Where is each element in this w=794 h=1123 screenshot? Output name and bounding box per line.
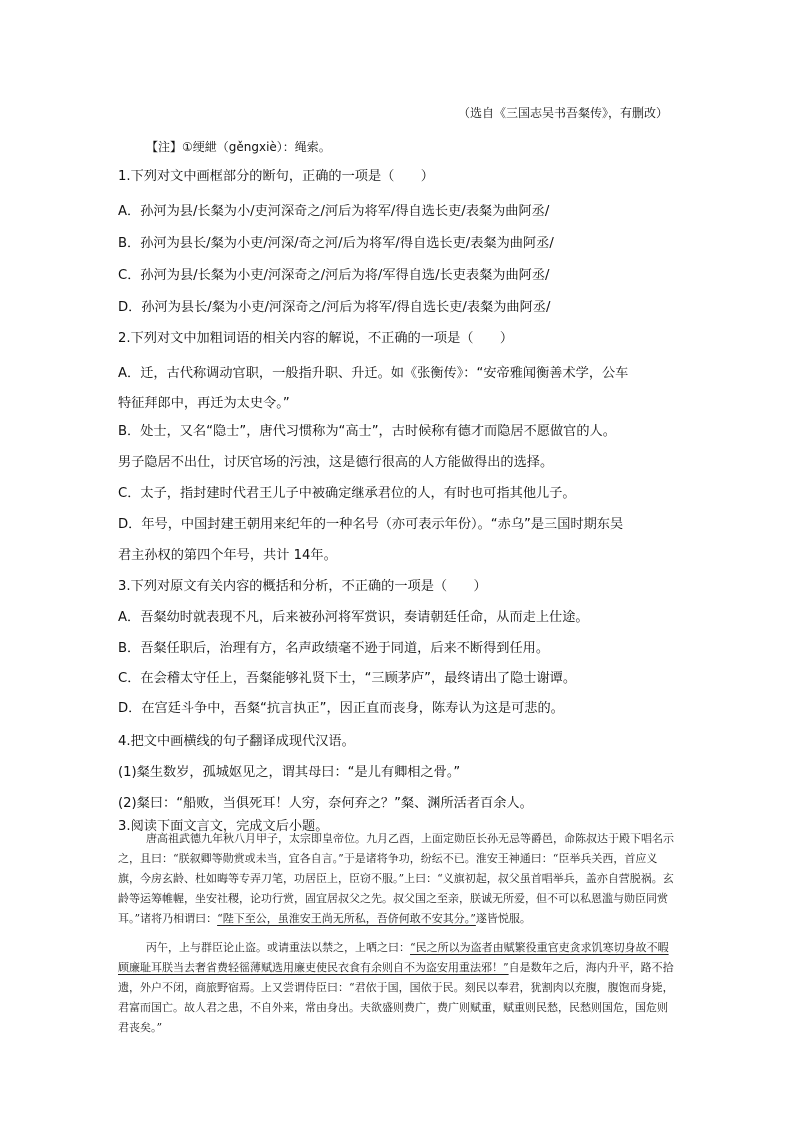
q2-option-a: A．迁，古代称调动官职，一般指升职、升迁。如《张衡传》：“安帝雅闻衡善术学，公车 xyxy=(118,366,629,381)
passage-paragraph-1 xyxy=(118,829,678,929)
question-1-stem: 1.下列对文中画框部分的断句，正确的一项是（ ） xyxy=(118,169,434,184)
question-2-stem: 2.下列对文中加粗词语的相关内容的解说，不正确的一项是（ ） xyxy=(118,331,514,346)
passage-paragraph-2 xyxy=(118,938,678,1038)
q1-option-d: D．孙河为县长/粲为小吏/河深奇之/河后为将军/得自选长吏/表粲为曲阿丞/ xyxy=(118,300,551,315)
q2-option-d: D．年号，中国封建王朝用来纪年的一种名号（亦可表示年份）。“赤乌”是三国时期东吴 xyxy=(118,517,624,532)
section-heading: 3.阅读下面文言文，完成文后小题。 xyxy=(118,819,329,834)
q3-option-c: C．在会稽太守任上，吾粲能够礼贤下士，“三顾茅庐”，最终请出了隐士谢谭。 xyxy=(118,671,577,686)
passage-2-end: 自是数年之后，海内升平，路不拾遗，外户不闭，商旅野宿焉。上又尝谓侍臣曰：“君依于国，国依于民。刻民以奉君，犹割肉以充腹，腹饱而身毙，君富而国亡。故人君之患，不自外来，常由身出。夫欲盛则费广，费广则赋重，赋重则民愁，民愁则国危，国危则君丧矣。” xyxy=(118,961,674,1034)
q1-option-c: C．孙河为县/长粲为小吏/河深奇之/河后为将/军得自选/长吏表粲为曲阿丞/ xyxy=(118,268,550,283)
question-4-stem: 4.把文中画横线的句子翻译成现代汉语。 xyxy=(118,734,355,749)
annotation-note: 【注】①绠紲（gěngxiè）：绳索。 xyxy=(146,140,331,154)
source-citation: （选自《三国志吴书吾粲传》，有删改） xyxy=(457,106,668,120)
q2-option-b-cont: 男子隐居不出仕，讨厌官场的污浊，这是德行很高的人方能做得出的选择。 xyxy=(118,455,554,470)
question-3-stem: 3.下列对原文有关内容的概括和分析，不正确的一项是（ ） xyxy=(118,579,487,594)
passage-1-underlined: “陛下至公，虽淮安王尚无所私，吾侪何敢不安其分。” xyxy=(217,912,476,925)
q3-option-a: A．吾粲幼时就表现不凡，后来被孙河将军赏识，奏请朝廷任命，从而走上仕途。 xyxy=(118,610,589,625)
passage-2-underlined: “民之所以为盗者由赋繁役重官吏贪求饥寒切身故不暇顾廉耻耳朕当去奢省费轻徭薄赋选用廉吏使民衣食有余则自不为盗安用重法邪！” xyxy=(118,941,669,974)
passage-1-end: 遂皆悦服。 xyxy=(475,912,531,925)
q4-sentence-1: (1)粲生数岁，孤城妪见之，谓其母曰：“是儿有卿相之骨。” xyxy=(118,765,461,780)
q3-option-b: B．吾粲任职后，治理有方，名声政绩毫不逊于同道，后来不断得到任用。 xyxy=(118,641,550,656)
q3-option-d: D．在宫廷斗争中，吾粲“抗言执正”，因正直而丧身，陈寿认为这是可悲的。 xyxy=(118,701,564,716)
q2-option-d-cont: 君主孙权的第四个年号，共计 14年。 xyxy=(118,548,337,563)
q1-option-a: A．孙河为县/长粲为小/吏河深奇之/河后为将军/得自选长吏/表粲为曲阿丞/ xyxy=(118,204,550,219)
q1-option-b: B．孙河为县长/粲为小吏/河深/奇之河/后为将军/得自选长吏/表粲为曲阿丞/ xyxy=(118,236,554,251)
q2-option-c: C．太子，指封建时代君王儿子中被确定继承君位的人，有时也可指其他儿子。 xyxy=(118,486,576,501)
q2-option-a-cont: 特征拜郎中，再迁为太史令。” xyxy=(118,396,290,411)
passage-2-text: 丙午，上与群臣论止盗。或请重法以禁之，上哂之曰： xyxy=(146,941,410,954)
q4-sentence-2: (2)粲曰：“船败，当俱死耳！人穷，奈何弃之？”粲、渊所活者百余人。 xyxy=(118,796,533,811)
q2-option-b: B．处士，又名“隐士”，唐代习惯称为“高士”，古时候称有德才而隐居不愿做官的人。 xyxy=(118,424,616,439)
passage-1-text: 唐高祖武德九年秋八月甲子，太宗即皇帝位。九月乙酉，上面定勋臣长孙无忌等爵邑，命陈叔达于殿下唱名示之，且曰：“朕叙卿等勋赏或未当，宜各自言。”于是诸将争功，纷纭不已。淮安王神通曰：“臣举兵关西，首应义旗，今房玄龄、杜如晦等专弄刀笔，功居臣上，臣窃不服。”上曰：“义旗初起，叔父虽首唱举兵，盖亦自营脱祸。玄龄等运筹帷幄，坐安社稷，论功行赏，固宜居叔父之先。叔父国之至亲，朕诚无所爱，但不可以私恩滥与勋臣同赏耳。”诸将乃相谓曰： xyxy=(118,832,674,925)
